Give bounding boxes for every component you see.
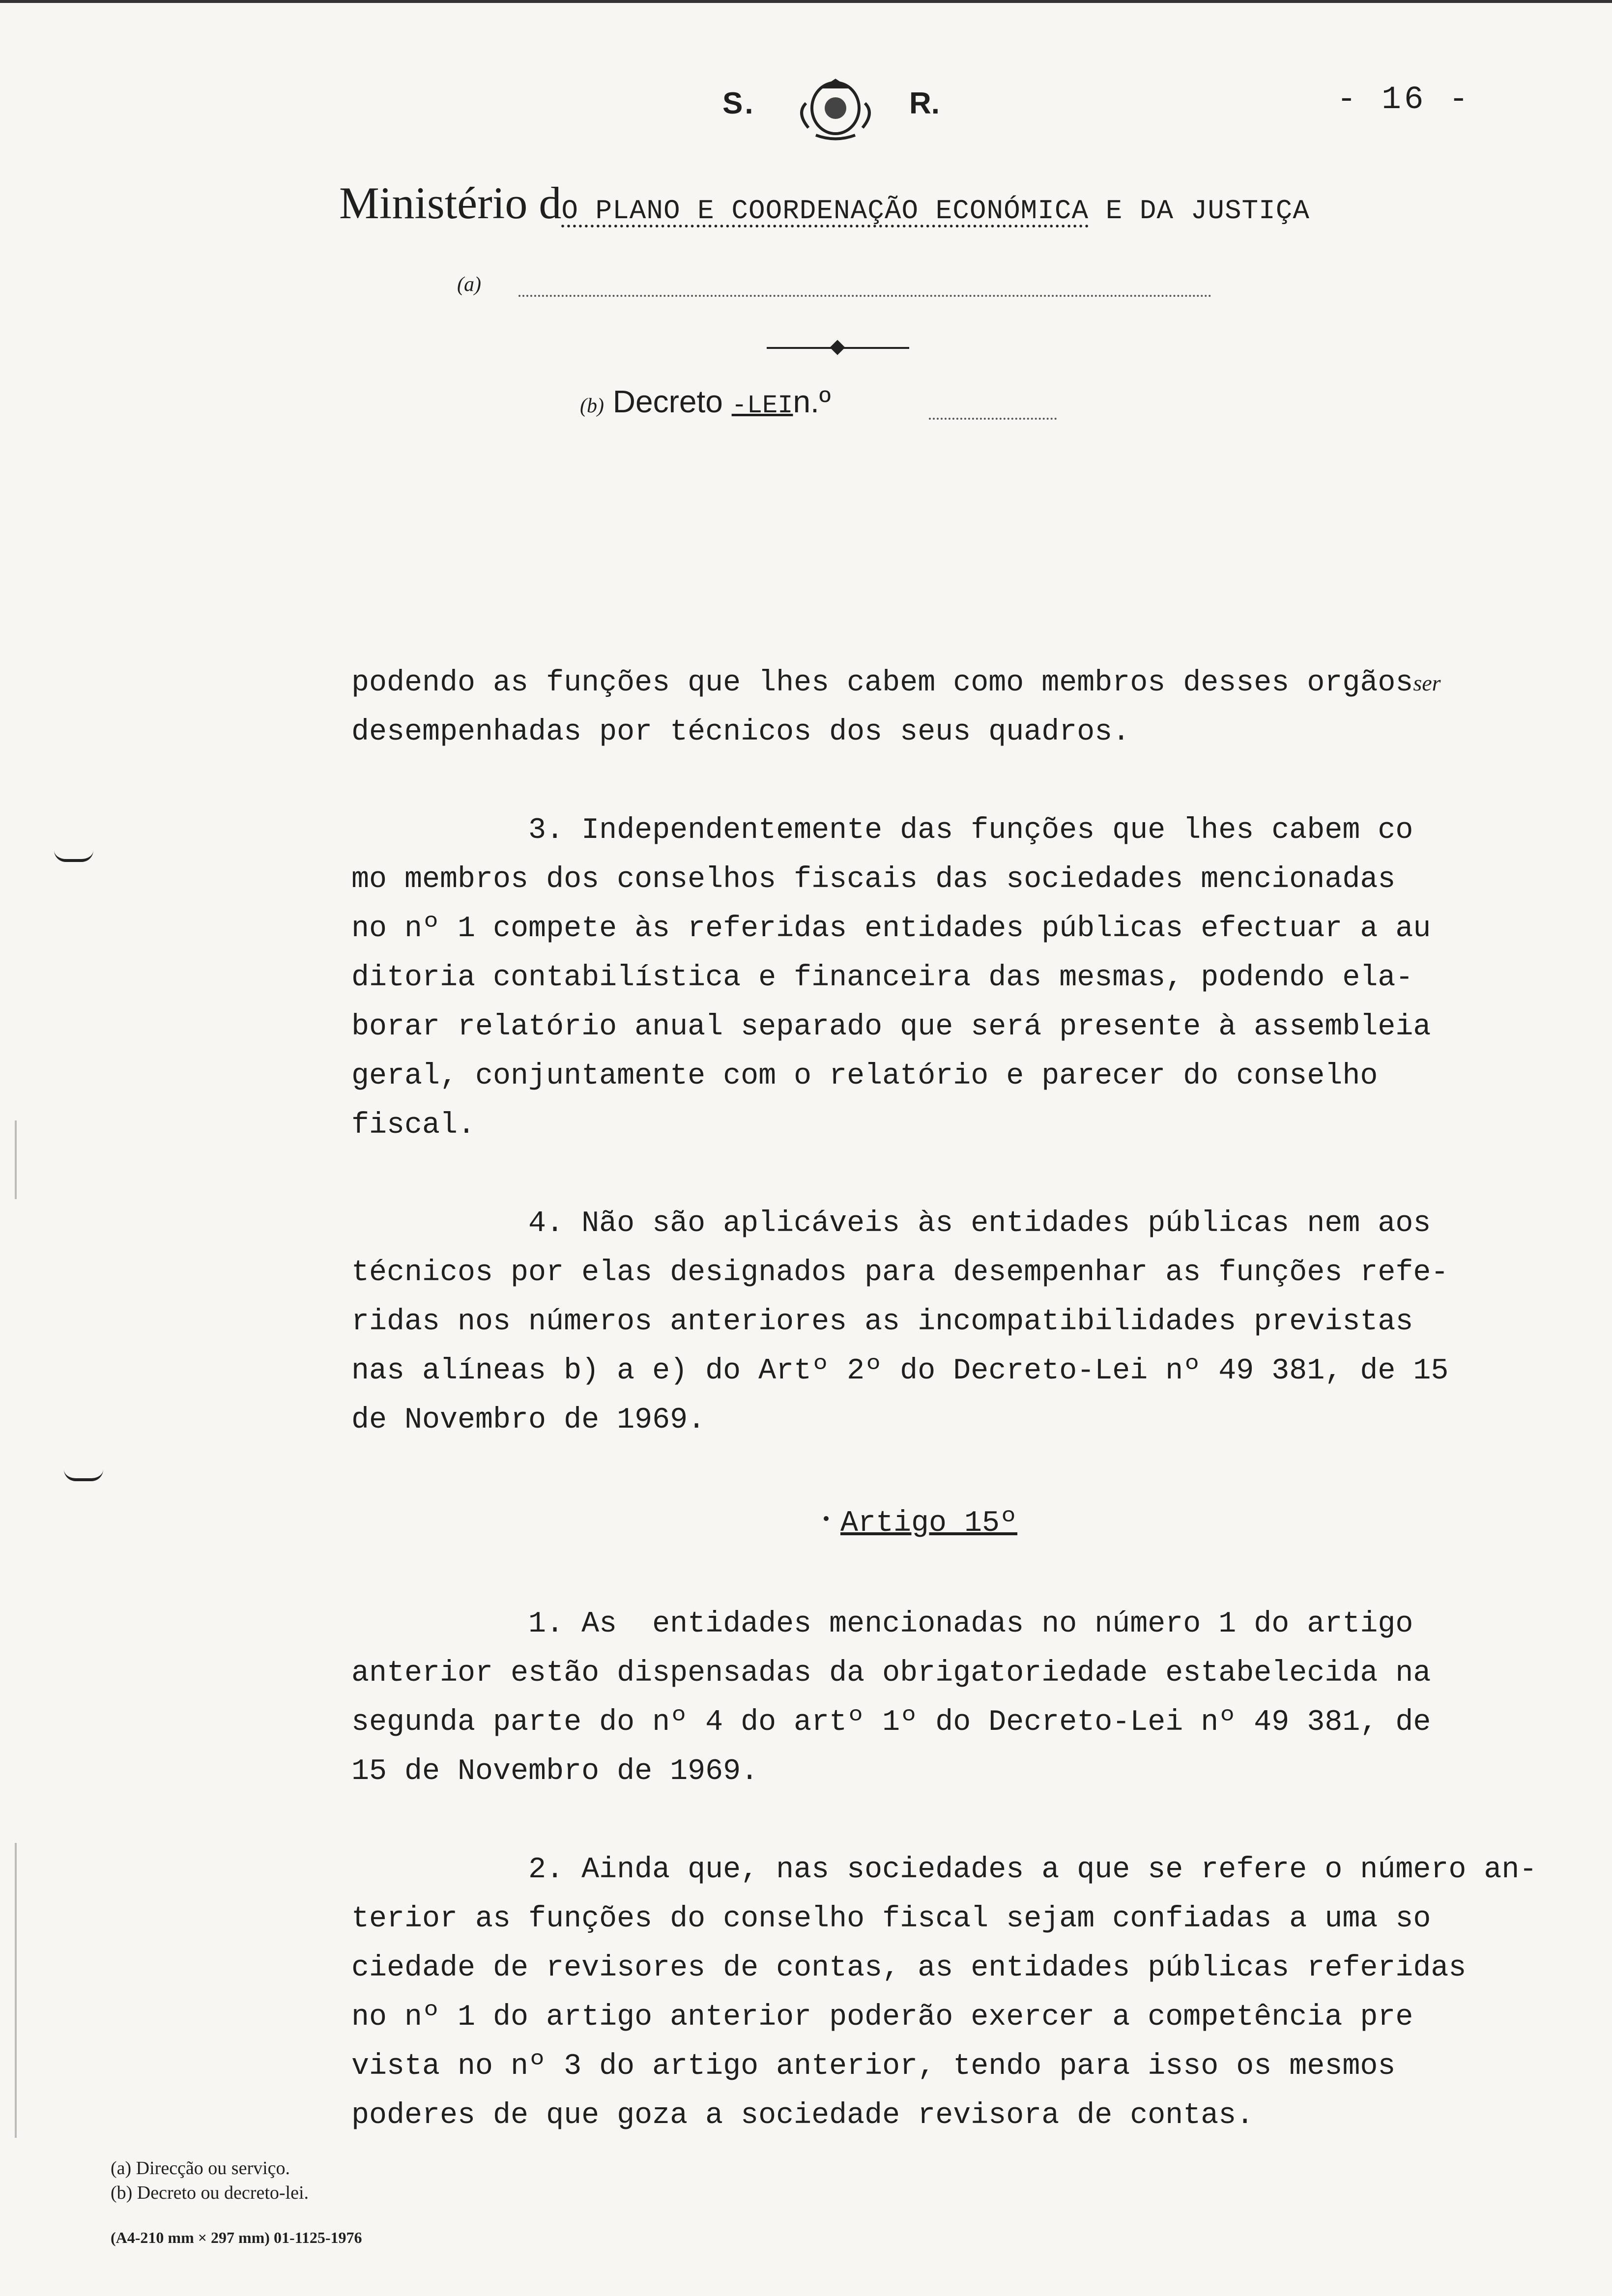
- footnote-b: (b) Decreto ou decreto-lei.: [111, 2182, 309, 2203]
- form-code: (A4-210 mm × 297 mm) 01-1125-1976: [111, 2229, 362, 2246]
- text-line: fiscal.: [351, 1109, 476, 1142]
- heading-bullet: [824, 1516, 829, 1521]
- margin-scan-line: [15, 1120, 17, 1199]
- ministry-title: [339, 177, 1310, 229]
- paragraph-3: [351, 806, 1431, 1150]
- text-line: borar relatório anual separado que será presente à assembleia: [351, 1010, 1431, 1044]
- text-line: terior as funções do conselho fiscal sejam confiadas a uma so: [351, 1902, 1431, 1936]
- ministry-name: O PLANO E COORDENAÇÃO ECONÓMICA: [561, 195, 1089, 227]
- decreto-line: [580, 383, 831, 420]
- text-line: 1. As entidades mencionadas no número 1 do artigo: [351, 1607, 1413, 1641]
- text-line: vista no nº 3 do artigo anterior, tendo para isso os mesmos: [351, 2050, 1396, 2083]
- text-line: 4. Não são aplicáveis às entidades públicas nem aos: [351, 1207, 1431, 1240]
- margin-scan-line: [15, 1843, 17, 2138]
- text-line: 2. Ainda que, nas sociedades a que se refere o número an-: [351, 1853, 1537, 1887]
- text-line: de Novembro de 1969.: [351, 1404, 706, 1437]
- text-line: geral, conjuntamente com o relatório e parecer do conselho: [351, 1060, 1378, 1093]
- divider-diamond-icon: [830, 340, 845, 355]
- margin-hole-mark: [64, 1469, 103, 1481]
- text-line: ciedade de revisores de contas, as entidades públicas referidas: [351, 1952, 1467, 1985]
- text-line: desempenhadas por técnicos dos seus quadros.: [351, 716, 1130, 749]
- text-line: mo membros dos conselhos fiscais das sociedades mencionadas: [351, 863, 1396, 896]
- text-line: poderes de que goza a sociedade revisora de contas.: [351, 2099, 1254, 2132]
- decreto-lei: -LEI: [731, 391, 793, 420]
- article-heading: Artigo 15º: [840, 1507, 1018, 1540]
- margin-hole-mark: [54, 850, 93, 862]
- field-a-dotted-line: [518, 295, 1211, 297]
- text-line: 15 de Novembro de 1969.: [351, 1755, 759, 1788]
- paragraph-4: [351, 1199, 1448, 1445]
- text-line: segunda parte do nº 4 do artº 1º do Decreto-Lei nº 49 381, de: [351, 1706, 1431, 1739]
- text-line: ditoria contabilística e financeira das mesmas, podendo ela-: [351, 961, 1413, 995]
- ministry-lead: Ministério d: [339, 178, 562, 228]
- article-15-paragraph-2: [351, 1845, 1537, 2140]
- text-line: podendo as funções que lhes cabem como membros desses orgãosser: [351, 666, 1441, 700]
- footnote-a: (a) Direcção ou serviço.: [111, 2158, 290, 2179]
- text-line: ridas nos números anteriores as incompatibilidades previstas: [351, 1305, 1413, 1339]
- top-border-rule: [0, 0, 1612, 3]
- text-line: anterior estão dispensadas da obrigatoriedade estabelecida na: [351, 1657, 1431, 1690]
- ministry-tail: E DA JUSTIÇA: [1089, 195, 1310, 227]
- header-s: S.: [722, 86, 755, 120]
- header-r: R.: [909, 86, 940, 120]
- article-15-paragraph-1: [351, 1600, 1431, 1796]
- decreto-num: n.º: [793, 384, 831, 419]
- text-line: técnicos por elas designados para desempenhar as funções refe-: [351, 1256, 1449, 1290]
- text-line: 3. Independentemente das funções que lhes cabem co: [351, 814, 1413, 847]
- coat-of-arms-icon: [786, 69, 885, 143]
- text-line: no nº 1 compete às referidas entidades públicas efectuar a au: [351, 912, 1431, 946]
- field-a-label: (a): [457, 273, 481, 296]
- page-number: - 16 -: [1337, 81, 1471, 118]
- text-line: no nº 1 do artigo anterior poderão exercer a competência pre: [351, 2001, 1413, 2034]
- text-line: nas alíneas b) a e) do Artº 2º do Decreto-Lei nº 49 381, de 15: [351, 1354, 1449, 1388]
- decreto-prefix: (b): [580, 395, 604, 417]
- margin-note: ser: [1413, 670, 1441, 695]
- decreto-word: Decreto: [612, 384, 723, 419]
- decreto-dotted-line: [929, 418, 1057, 420]
- paragraph-continuation: [351, 659, 1441, 757]
